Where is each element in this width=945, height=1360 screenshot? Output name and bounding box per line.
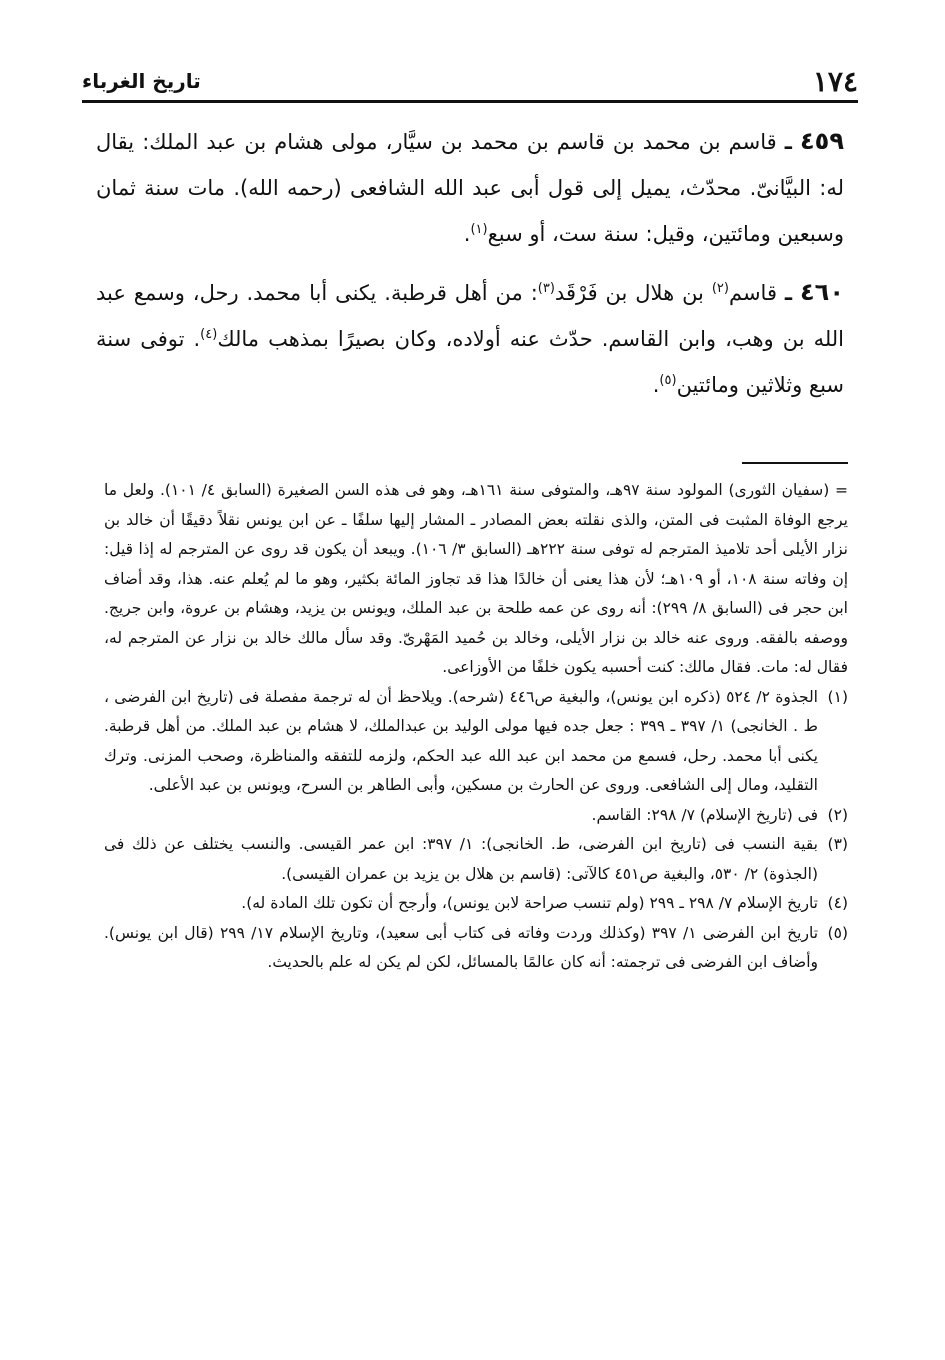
footnote-3 — [104, 830, 848, 889]
page-header — [82, 62, 858, 100]
footnote-text: الجذوة ٢/ ٥٢٤ (ذكره ابن يونس)، والبغية ص٤٤٦ (شرحه). ويلاحظ أن له ترجمة مفصلة فى (تاريخ ابن الفرضى ، ط . الخانجى) ١/ ٣٩٧ ـ ٣٩٩ : جعل جده فيها مولى الوليد بن عبدالملك، لا هشام بن عبد الملك. من أهل قرطبة. يكنى أبا محمد. رحل، فسمع من محمد ابن عبد الله عبد الحكم، ولزمه للتفقه والمناظرة، وصحب المزنى. وترك التقليد، ومال إلى الشافعى. وروى عن الحارث بن مسكين، وأبى الطاهر بن السرح، ويونس بن عبد الأعلى. — [104, 687, 818, 794]
footnote-marker: (١) — [827, 687, 848, 706]
footnote-continuation: = (سفيان الثورى) المولود سنة ٩٧هـ، والمتوفى سنة ١٦١هـ، وهو فى هذه السن الصغيرة (السابق ٤/ ١٠١). ولعل ما يرجع الوفاة المثبت فى المتن، والذى نقلته بعض المصادر ـ المشار إليها سلفًا ـ عن ابن يونس نقلاً دقيقًا أن خالد بن نزار الأيلى أحد تلاميذ المترجم له توفى سنة ٢٢٢هـ (السابق ٣/ ١٠٦). ويبعد أن يكون قد روى عن المترجم له إذا قيل: إن وفاته سنة ١٠٨، أو ١٠٩هـ؛ لأن هذا يعنى أن خالدًا هذا قد تجاوز المائة بكثير، وهو ما لم يُعلم عنه. هذا، وقد أضاف ابن حجر فى (السابق ٨/ ٢٩٩): أنه روى عن عمه طلحة بن عبد الملك، ويونس بن يزيد، وهشام بن عروة، وابن جريج. ووصفه بالفقه. وروى عنه خالد بن نزار الأيلى، وخالد بن حُميد المَهْرىّ. وقد سأل مالك خالد بن نزار عن المترجم له، فقال له: مات. فقال مالك: كنت أحسبه يكون خلفًا من الأوزاعى. — [104, 481, 849, 676]
footnote-ref: (٣) — [537, 281, 555, 296]
footnote-4 — [104, 889, 848, 919]
entry-text: بن هلال بن فَرْقَد — [554, 281, 704, 305]
entry-text: . توفى سنة سبع وثلاثين ومائتين — [96, 327, 844, 397]
footnote-text: تاريخ ابن الفرضى ١/ ٣٩٧ (وكذلك وردت وفاته فى كتاب أبى سعيد)، وتاريخ الإسلام ١٧/ ٢٩٩ (قال ابن يونس). وأضاف ابن الفرضى فى ترجمته: أنه كان عالمًا بالمسائل، لكن لم يكن له علم بالحديث. — [104, 923, 819, 971]
footnote-2 — [104, 801, 848, 831]
entry-number: ٤٦٠ — [800, 278, 844, 306]
main-text — [96, 118, 844, 420]
entry-tail: . — [652, 373, 660, 397]
entry-number: ٤٥٩ — [800, 127, 844, 155]
header-rule — [82, 100, 858, 103]
running-title: تاريخ الغرباء — [82, 69, 201, 93]
footnote-rule — [742, 462, 848, 464]
entry-460 — [96, 269, 844, 408]
footnote-ref: (٢) — [711, 281, 729, 296]
footnote-1 — [104, 683, 848, 801]
footnote-marker: (٥) — [827, 923, 848, 942]
entry-text: قاسم — [728, 281, 777, 305]
footnote-5 — [104, 919, 848, 978]
entry-text: : من أهل قرطبة. يكنى أبا محمد. رحل، وسمع عبد الله بن وهب، وابن القاسم. حدّث عنه أولاده، وكان بصيرًا بمذهب مالك — [96, 281, 845, 351]
footnotes — [104, 476, 848, 978]
footnote-ref: (٥) — [659, 373, 677, 388]
footnote-text: تاريخ الإسلام ٧/ ٢٩٨ ـ ٢٩٩ (ولم تنسب صراحة لابن يونس)، وأرجح أن تكون تلك المادة له). — [241, 894, 818, 912]
footnote-ref: (٤) — [200, 327, 218, 342]
footnote-marker: (٤) — [827, 894, 848, 912]
footnote-text: بقية النسب فى (تاريخ ابن الفرضى، ط. الخانجى): ١/ ٣٩٧: ابن عمر القيسى. والنسب يختلف عن ذلك فى (الجذوة) ٢/ ٥٣٠، والبغية ص٤٥١ كالآتى: (قاسم بن هلال بن يزيد بن عمران القيسى). — [104, 835, 818, 883]
entry-dash: ـ — [784, 130, 792, 154]
entry-459 — [96, 118, 844, 257]
footnote-marker: (٢) — [827, 805, 848, 824]
footnote-marker: (٣) — [827, 835, 848, 853]
page-number: ١٧٤ — [812, 64, 858, 98]
entry-dash: ـ — [784, 281, 793, 305]
entry-tail: . — [463, 222, 471, 246]
footnote-text: فى (تاريخ الإسلام) ٧/ ٢٩٨: القاسم. — [591, 805, 818, 824]
footnote-ref: (١) — [470, 222, 488, 237]
entry-text: قاسم بن محمد بن قاسم بن محمد بن سيَّار، مولى هشام بن عبد الملك: يقال له: البيَّانىّ. محدّث، يميل إلى قول أبى عبد الله الشافعى (رحمه الله). مات سنة ثمان وسبعين ومائتين، وقيل: سنة ست، أو سبع — [96, 130, 844, 246]
